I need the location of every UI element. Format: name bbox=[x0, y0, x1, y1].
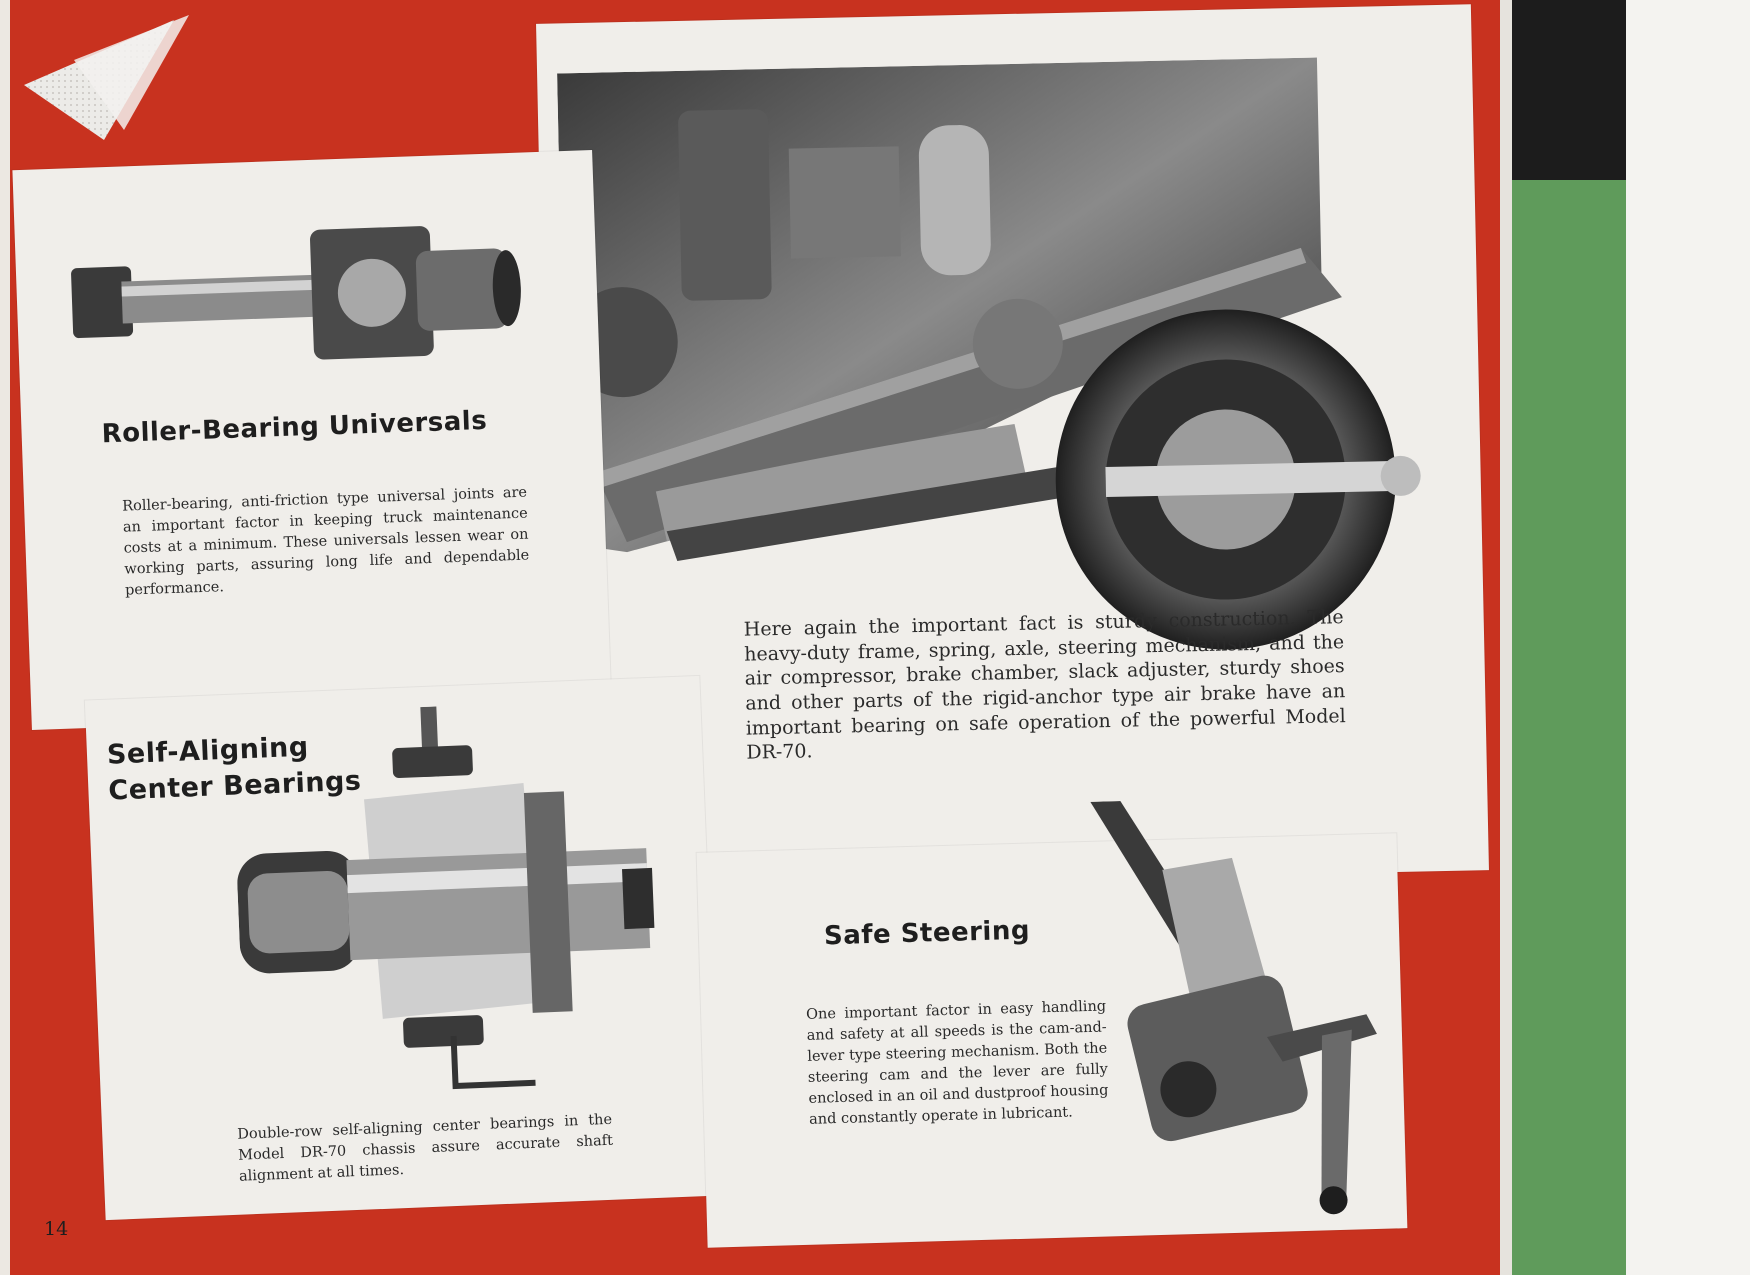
center-bearings-heading-line-2: Center Bearings bbox=[107, 765, 362, 807]
universals-body: Roller-bearing, anti-friction type universal joints are an important factor in keeping truck maintenance costs at a minimum. These universals lessen wear on working parts, assuring long life and dependable performance. bbox=[121, 484, 530, 599]
steering-heading: Safe Steering bbox=[823, 915, 1031, 952]
universals-panel bbox=[12, 150, 611, 730]
steering-panel bbox=[697, 833, 1408, 1247]
center-bearings-panel bbox=[85, 676, 720, 1220]
center-bearings-body: Double-row self-aligning center bearings in the Model DR-70 chassis assure accurate shaft alignment at all times. bbox=[237, 1111, 614, 1185]
universals-heading: Roller-Bearing Universals bbox=[101, 405, 488, 450]
steering-gear-photo bbox=[1090, 793, 1402, 1221]
steering-body: One important factor in easy handling and safety at all speeds is the cam-and-lever type steering mechanism. Both the steering cam and the lever are fully enclosed in an oil and dustproof housing and constantly operate in lubricant. bbox=[805, 998, 1109, 1128]
green-color-band bbox=[1512, 180, 1626, 1275]
page-number: 14 bbox=[44, 1218, 69, 1240]
construction-caption: Here again the important fact is sturdy construction. The heavy-duty frame, spring, axle, steering mechanism, and the air compressor, brake chamber, slack adjuster, sturdy shoes and other parts of the rigid-anchor type air brake have an important bearing on safe operation of the powerful Model DR-70. bbox=[743, 606, 1346, 765]
black-color-band bbox=[1512, 0, 1626, 180]
outer-margin bbox=[1626, 0, 1750, 1275]
center-bearing-photo bbox=[230, 697, 685, 1104]
universal-joint-photo bbox=[59, 192, 535, 388]
front-axle-brake-photo bbox=[557, 55, 1429, 673]
corner-flag-graphic bbox=[14, 0, 204, 150]
center-bearings-heading-line-1: Self-Aligning bbox=[106, 731, 310, 771]
